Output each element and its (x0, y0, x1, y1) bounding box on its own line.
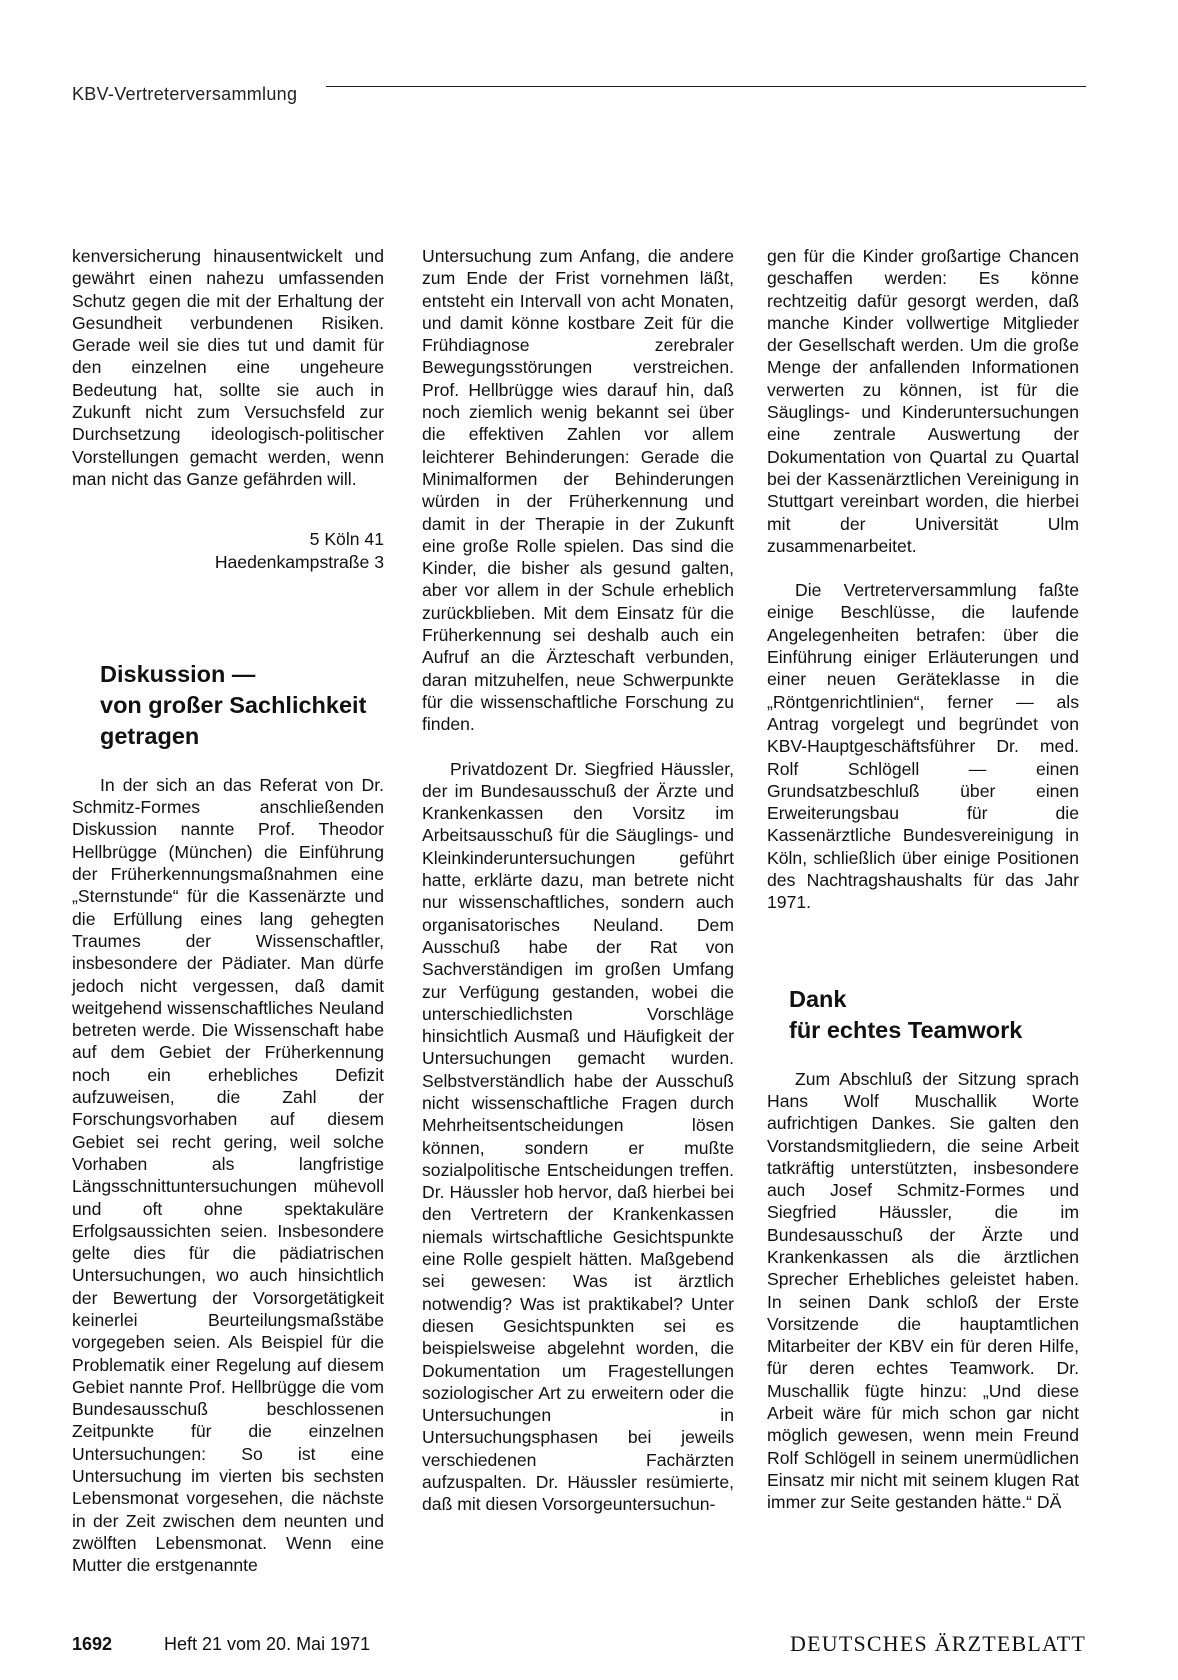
paragraph: gen für die Kinder großartige Chancen geschaffen werden: Es könne rechtzeitig dafür gesorgt werden, daß manche Kinder vollwertige Mitglieder der Gesellschaft werden. Um die große Menge der anfallenden Informationen verwerten zu können, ist für die Säuglings- und Kinderuntersuchungen eine zentrale Auswertung der Dokumentation von Quartal zu Quartal bei der Kassenärztlichen Vereinigung in Stuttgart vereinbart worden, die hierbei mit der Universität Ulm zusammenarbeitet. (767, 246, 1079, 556)
column-3 (767, 245, 1079, 1514)
page-number: 1692 (72, 1634, 113, 1654)
address-line: 5 Köln 41 (309, 529, 384, 550)
paragraph: Zum Abschluß der Sitzung sprach Hans Wolf Muschallik Worte aufrichtigen Dankes. Sie galten den Vorstandsmitgliedern, die seine Arbeit tatkräftig unterstützten, insbesondere auch Josef Schmitz-Formes und Siegfried Häussler, die im Bundesausschuß der Ärzte und Krankenkassen als die ärztlichen Sprecher Erhebliches geleistet haben. In seinen Dank schloß der Erste Vorsitzende die hauptamtlichen Mitarbeiter der KBV ein für deren Hilfe, für deren echtes Teamwork. Dr. Muschallik fügte hinzu: „Und diese Arbeit wäre für mich schon gar nicht möglich gewesen, wenn mein Freund Rolf Schlögell in seinem unermüdlichen Einsatz mir nicht mit seinem klugen Rat immer zur Seite gestanden hätte.“ DÄ (767, 1068, 1079, 1513)
heading-line: Dank (789, 985, 847, 1012)
paragraph: Die Vertreterversammlung faßte einige Beschlüsse, die laufende Angelegenheiten betrafen: über die Einführung einiger Erläuterungen und einer neuen Geräteklasse in die „Röntgenrichtlinien“, ferner — als Antrag vorgelegt und begründet von KBV-Hauptgeschäftsführer Dr. med. Rolf Schlögell — einen Grundsatzbeschluß über einen Erweiterungsbau für die Kassenärztliche Bundesvereinigung in Köln, schließlich über einige Positionen des Nachtragshaushalts für das Jahr 1971. (767, 580, 1079, 913)
running-head: KBV-Vertreterversammlung (72, 84, 298, 104)
address-line: Haedenkampstraße 3 (214, 551, 384, 572)
column-2 (422, 245, 734, 1516)
paragraph: kenversicherung hinausentwickelt und gewährt einen nahezu umfassenden Schutz gegen die mit der Erhaltung der Gesundheit verbundenen Risiken. Gerade weil sie dies tut und damit für den einzelnen eine ungeheure Bedeutung hat, sollte sie auch in Zukunft nicht zum Versuchsfeld zur Durchsetzung ideologisch-politischer Vorstellungen gemacht werden, wenn man nicht das Ganze gefährden will. (72, 246, 384, 489)
paragraph: Untersuchung zum Anfang, die andere zum Ende der Frist vornehmen läßt, entsteht ein Intervall von acht Monaten, und damit könne kostbare Zeit für die Frühdiagnose zerebraler Bewegungsstörungen verstreichen. Prof. Hellbrügge wies darauf hin, daß noch ziemlich wenig bekannt sei über die effektiven Zahlen vor allem leichterer Behinderungen: Gerade die Minimalformen der Behinderungen würden in der Früherkennung und damit in der Therapie in der Zukunft eine große Rolle spielen. Das sind die Kinder, die bisher als gesund galten, aber vor allem in der Schule erheblich zurückblieben. Mit dem Einsatz für die Früherkennung sei deshalb auch ein Aufruf an die Ärzteschaft verbunden, daran mitzuhelfen, neue Schwerpunkte für die wissenschaftliche Forschung zu finden. (422, 246, 734, 735)
address (72, 528, 384, 573)
journal-name: DEUTSCHES ÄRZTEBLATT (790, 1631, 1086, 1656)
section-heading-dank (789, 984, 1079, 1046)
issue-info: Heft 21 vom 20. Mai 1971 (164, 1634, 371, 1654)
header-rule (326, 86, 1086, 87)
section-heading-diskussion (100, 659, 384, 752)
paragraph: In der sich an das Referat von Dr. Schmitz-Formes anschließenden Diskussion nannte Prof. Theodor Hellbrügge (München) die Einführung der Früherkennungsmaßnahmen eine „Sternstunde“ für die Kassenärzte und die Erfüllung eines lang gehegten Traumes der Wissenschaftler, insbesondere der Pädiater. Man dürfe jedoch nicht vergessen, daß damit weitgehend wissenschaftliches Neuland betreten werde. Die Wissenschaft habe auf dem Gebiet der Früherkennung noch ein erhebliches Defizit aufzuweisen, die Zahl der Forschungsvorhaben auf diesem Gebiet sei recht gering, weil solche Vorhaben als langfristige Längsschnittuntersuchungen mühevoll und oft ohne spektakuläre Erfolgsaussichten seien. Insbesondere gelte dies für die pädiatrischen Untersuchungen, wo auch hinsichtlich der Bewertung der Vorsorgetätigkeit keinerlei Beurteilungsmaßstäbe vorgegeben seien. Als Beispiel für die Problematik einer Regelung auf diesem Gebiet nannte Prof. Hellbrügge die vom Bundesausschuß beschlossenen Zeitpunkte für die einzelnen Untersuchungen: So ist eine Untersuchung im vierten bis sechsten Lebensmonat vorgesehen, die nächste in der Zeit zwischen dem neunten und zwölften Lebensmonat. Wenn eine Mutter die erstgenannte (72, 774, 384, 1576)
paragraph: Privatdozent Dr. Siegfried Häussler, der im Bundesausschuß der Ärzte und Krankenkassen den Vorsitz im Arbeitsausschuß für die Säuglings- und Kleinkinderuntersuchungen geführt hatte, erklärte dazu, man betrete nicht nur wissenschaftliches, sondern auch organisatorisches Neuland. Dem Ausschuß habe der Rat von Sachverständigen im großen Umfang zur Verfügung gestanden, wobei die unterschiedlichsten Vorschläge hinsichtlich Ausmaß und Häufigkeit der Untersuchungen gemacht wurden. Selbstverständlich habe der Ausschuß nicht wissenschaftliche Fragen durch Mehrheitsentscheidungen lösen können, sondern er mußte sozialpolitische Entscheidungen treffen. Dr. Häussler hob hervor, daß hierbei bei den Vertretern der Krankenkassen niemals wirtschaftliche Gesichtspunkte eine Rolle gespielt hätten. Maßgebend sei gewesen: Was ist ärztlich notwendig? Was ist praktikabel? Unter diesen Gesichtspunkten sei es beispielsweise abgelehnt worden, die Dokumentation um Fragestellungen soziologischer Art zu erweitern oder die Untersuchungen in Untersuchungsphasen bei jeweils verschiedenen Fachärzten aufzuspalten. Dr. Häussler resümierte, daß mit diesen Vorsorgeuntersuchun- (422, 758, 734, 1515)
heading-line: für echtes Teamwork (789, 1016, 1023, 1043)
column-1 (72, 245, 384, 1577)
heading-line: von großer Sachlichkeit (100, 691, 367, 718)
heading-line: getragen (100, 722, 200, 749)
heading-line: Diskussion — (100, 660, 256, 687)
